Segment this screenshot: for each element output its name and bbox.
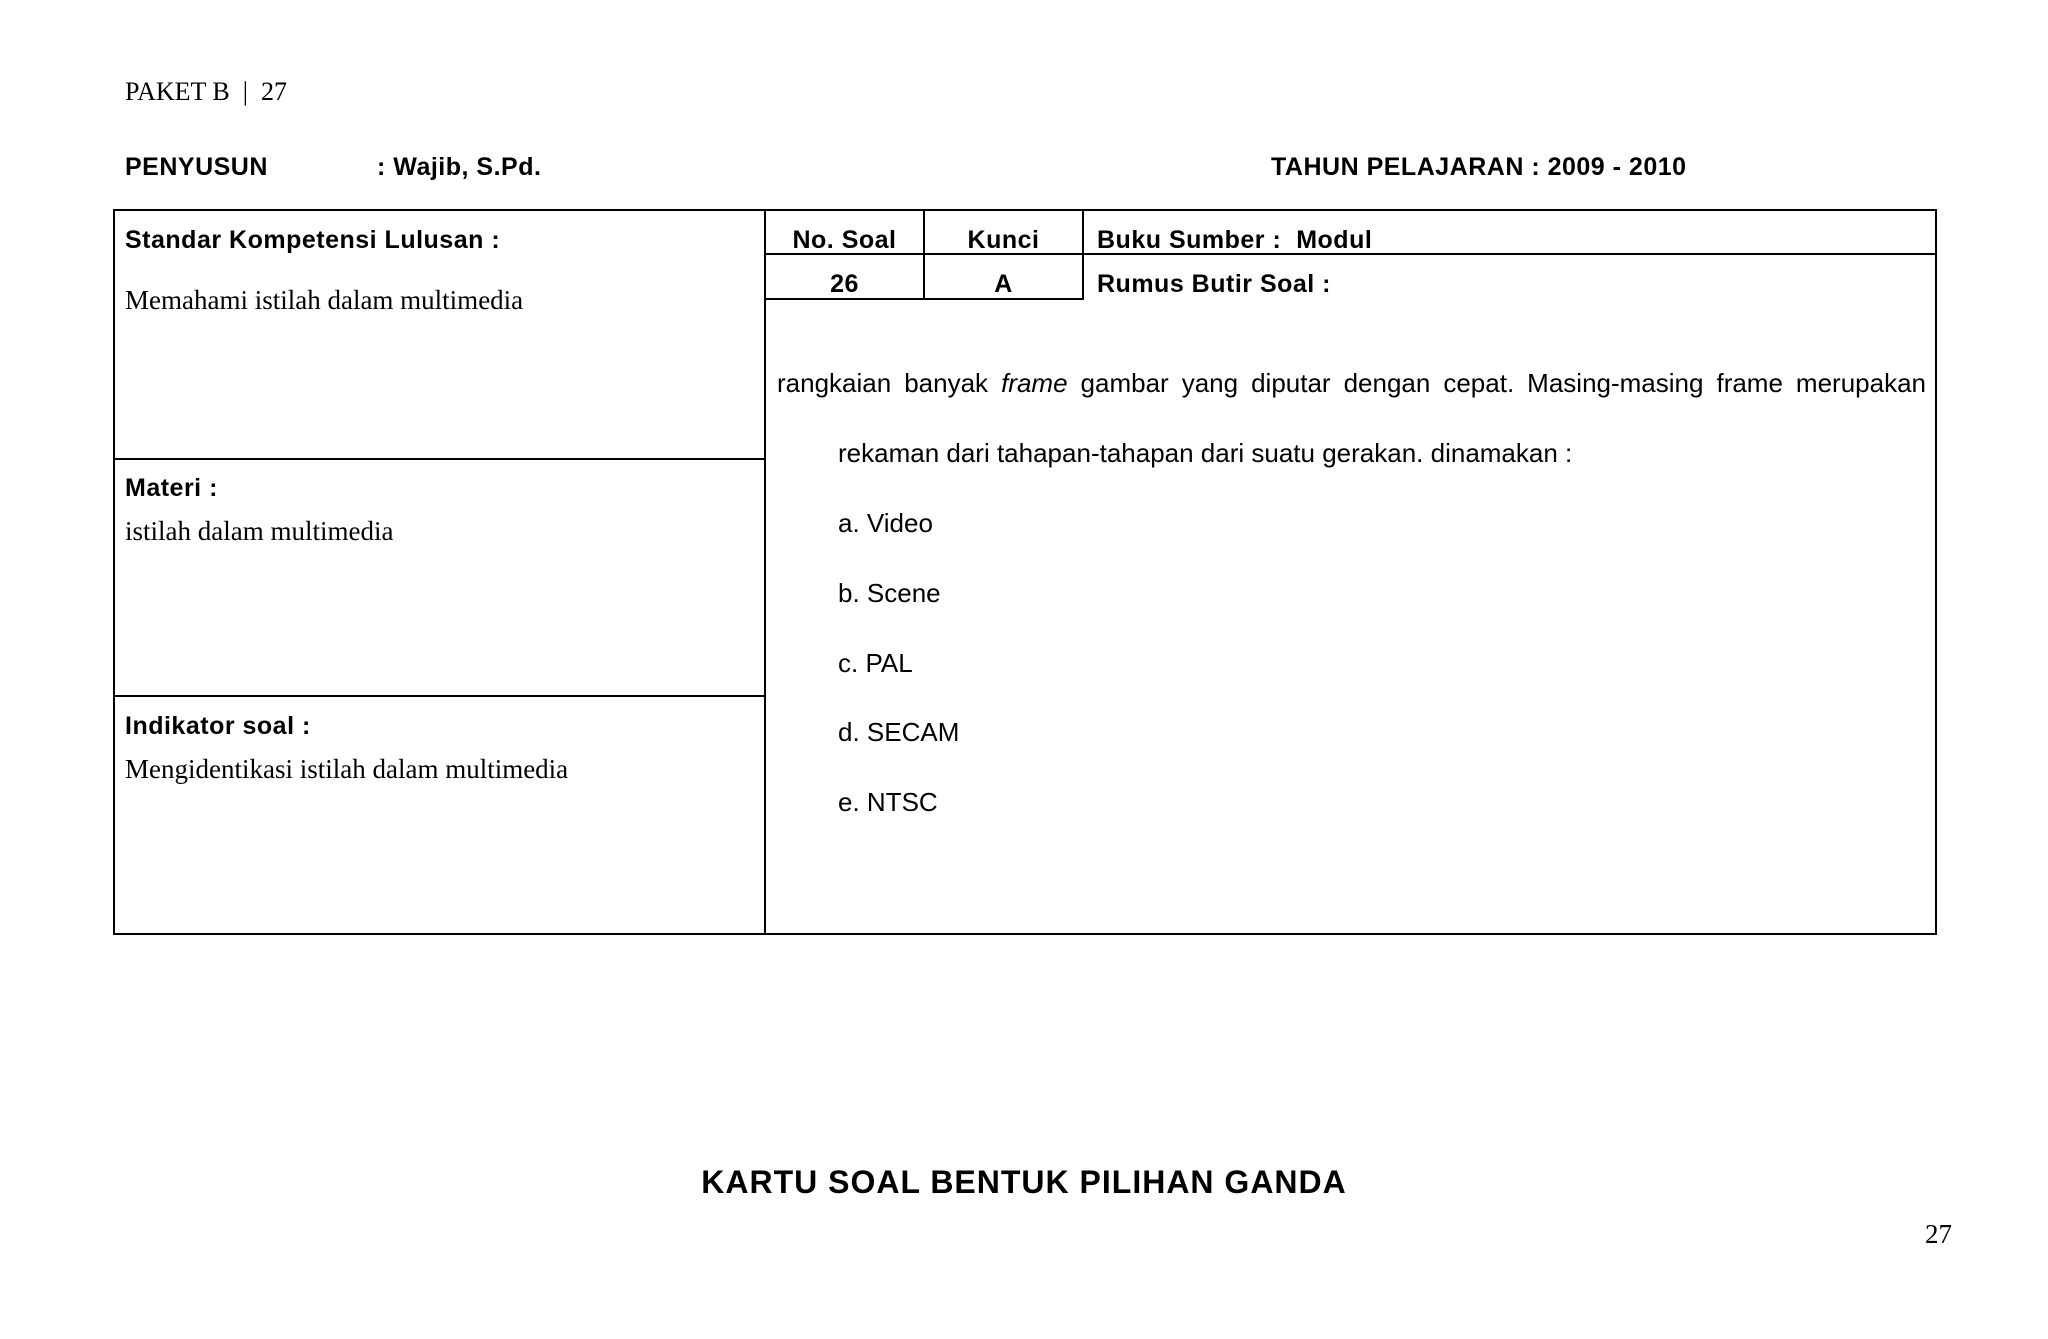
question-line-1 [777, 368, 1926, 399]
materi-value: istilah dalam multimedia [125, 516, 394, 546]
tahun-pelajaran: TAHUN PELAJARAN : 2009 - 2010 [1271, 153, 1687, 181]
question-line-1-part-1: rangkaian banyak [777, 368, 989, 398]
table-border-top [113, 209, 1937, 211]
page-number: 27 [1925, 1219, 1952, 1249]
skl-label: Standar Kompetensi Lulusan : [125, 226, 501, 254]
kunci-buku-divider [1082, 209, 1084, 300]
penyusun-label: PENYUSUN [125, 153, 268, 181]
running-header-separator: | [242, 77, 248, 106]
penyusun-value: : Wajib, S.Pd. [377, 153, 542, 181]
card-title: KARTU SOAL BENTUK PILIHAN GANDA [701, 1164, 1347, 1200]
table-border-right [1935, 209, 1937, 935]
question-line-2: rekaman dari tahapan-tahapan dari suatu gerakan. dinamakan : [838, 438, 1573, 468]
option-b: b. Scene [838, 578, 941, 608]
table-border-left [113, 209, 115, 935]
left-divider-materi [113, 458, 765, 460]
table-divider-middle [764, 209, 766, 935]
buku-sumber-value: Modul [1296, 226, 1373, 254]
indikator-label: Indikator soal : [125, 712, 311, 740]
kunci-label: Kunci [967, 226, 1040, 254]
no-soal-label: No. Soal [792, 226, 897, 254]
question-frame-italic: frame [1001, 368, 1068, 398]
no-soal-value: 26 [830, 270, 859, 298]
question-line-1-part-2: gambar yang diputar dengan cepat. Masing-masing frame merupakan [1080, 368, 1927, 398]
running-header-page: 27 [260, 77, 287, 106]
rumus-butir-soal-label: Rumus Butir Soal : [1097, 270, 1332, 298]
option-e: e. NTSC [838, 787, 938, 817]
table-border-bottom [113, 933, 1937, 935]
option-c: c. PAL [838, 648, 913, 678]
option-d: d. SECAM [838, 717, 960, 747]
running-header [125, 77, 287, 107]
skl-value: Memahami istilah dalam multimedia [125, 285, 524, 315]
option-a: a. Video [838, 508, 933, 538]
materi-label: Materi : [125, 474, 218, 502]
left-divider-indikator [113, 695, 765, 697]
buku-sumber [1097, 226, 1372, 255]
buku-sumber-label: Buku Sumber : [1097, 226, 1282, 254]
running-header-section: PAKET B [125, 77, 230, 106]
indikator-value: Mengidentikasi istilah dalam multimedia [125, 754, 569, 784]
kunci-value: A [994, 270, 1013, 298]
